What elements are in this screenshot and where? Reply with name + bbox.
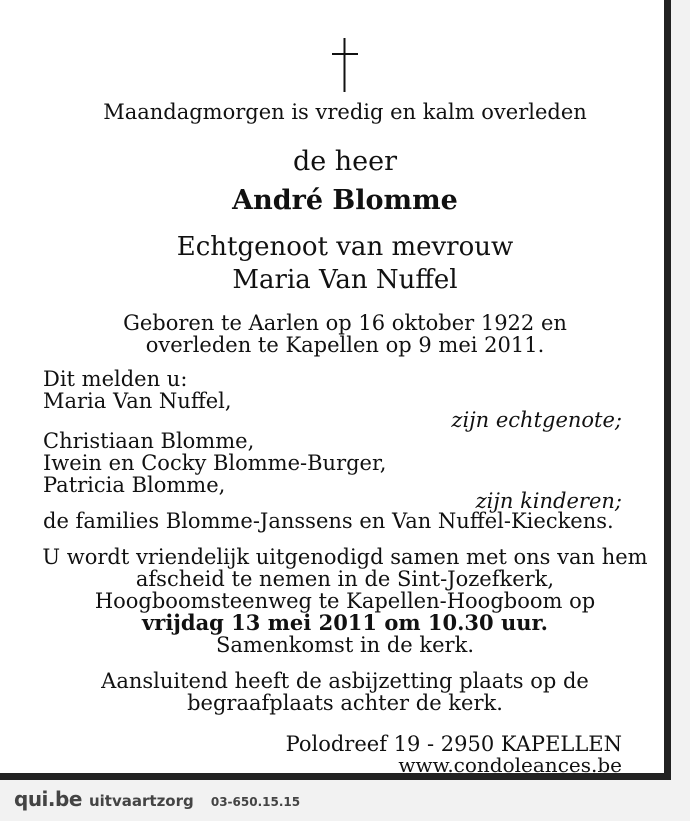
birth-line-1: Geboren te Aarlen op 16 oktober 1922 en bbox=[123, 311, 567, 335]
footer-brand: qui.be bbox=[14, 787, 82, 811]
child-2: Iwein en Cocky Blomme-Burger, bbox=[43, 451, 387, 475]
child-3: Patricia Blomme, bbox=[43, 473, 226, 497]
footer-service: uitvaartzorg bbox=[88, 792, 194, 810]
child-1: Christiaan Blomme, bbox=[43, 429, 255, 453]
footer-bar bbox=[14, 787, 300, 811]
intro-text: Maandagmorgen is vredig en kalm overleden bbox=[103, 100, 587, 124]
website: www.condoleances.be bbox=[398, 753, 622, 777]
spouse-line-1: Echtgenoot van mevrouw bbox=[176, 232, 514, 262]
invitation-line-1: U wordt vriendelijk uitgenodigd samen met ons van hem bbox=[42, 545, 648, 569]
spouse-name: Maria Van Nuffel, bbox=[43, 389, 232, 413]
invitation-line-3: Hoogboomsteenweg te Kapellen-Hoogboom op bbox=[94, 589, 596, 613]
address: Polodreef 19 - 2950 KAPELLEN bbox=[285, 732, 622, 756]
cross-icon bbox=[329, 38, 361, 92]
footer-phone: 03-650.15.15 bbox=[210, 795, 301, 809]
burial-line-2: begraafplaats achter de kerk. bbox=[187, 691, 503, 715]
children-role: zijn kinderen; bbox=[475, 489, 622, 513]
invitation-line-5: Samenkomst in de kerk. bbox=[216, 633, 474, 657]
birth-line-2: overleden te Kapellen op 9 mei 2011. bbox=[145, 333, 545, 357]
invitation-line-2: afscheid te nemen in de Sint-Jozefkerk, bbox=[135, 567, 555, 591]
invitation-datetime: vrijdag 13 mei 2011 om 10.30 uur. bbox=[142, 610, 548, 635]
announce-intro: Dit melden u: bbox=[43, 367, 188, 391]
spouse-role: zijn echtgenote; bbox=[451, 408, 622, 432]
families-line: de families Blomme-Janssens en Van Nuffel-Kieckens. bbox=[43, 509, 614, 533]
burial-line-1: Aansluitend heeft de asbijzetting plaats op de bbox=[101, 669, 589, 693]
honorific: de heer bbox=[292, 146, 398, 177]
spouse-line-2: Maria Van Nuffel bbox=[232, 265, 458, 295]
deceased-name: André Blomme bbox=[232, 185, 458, 216]
